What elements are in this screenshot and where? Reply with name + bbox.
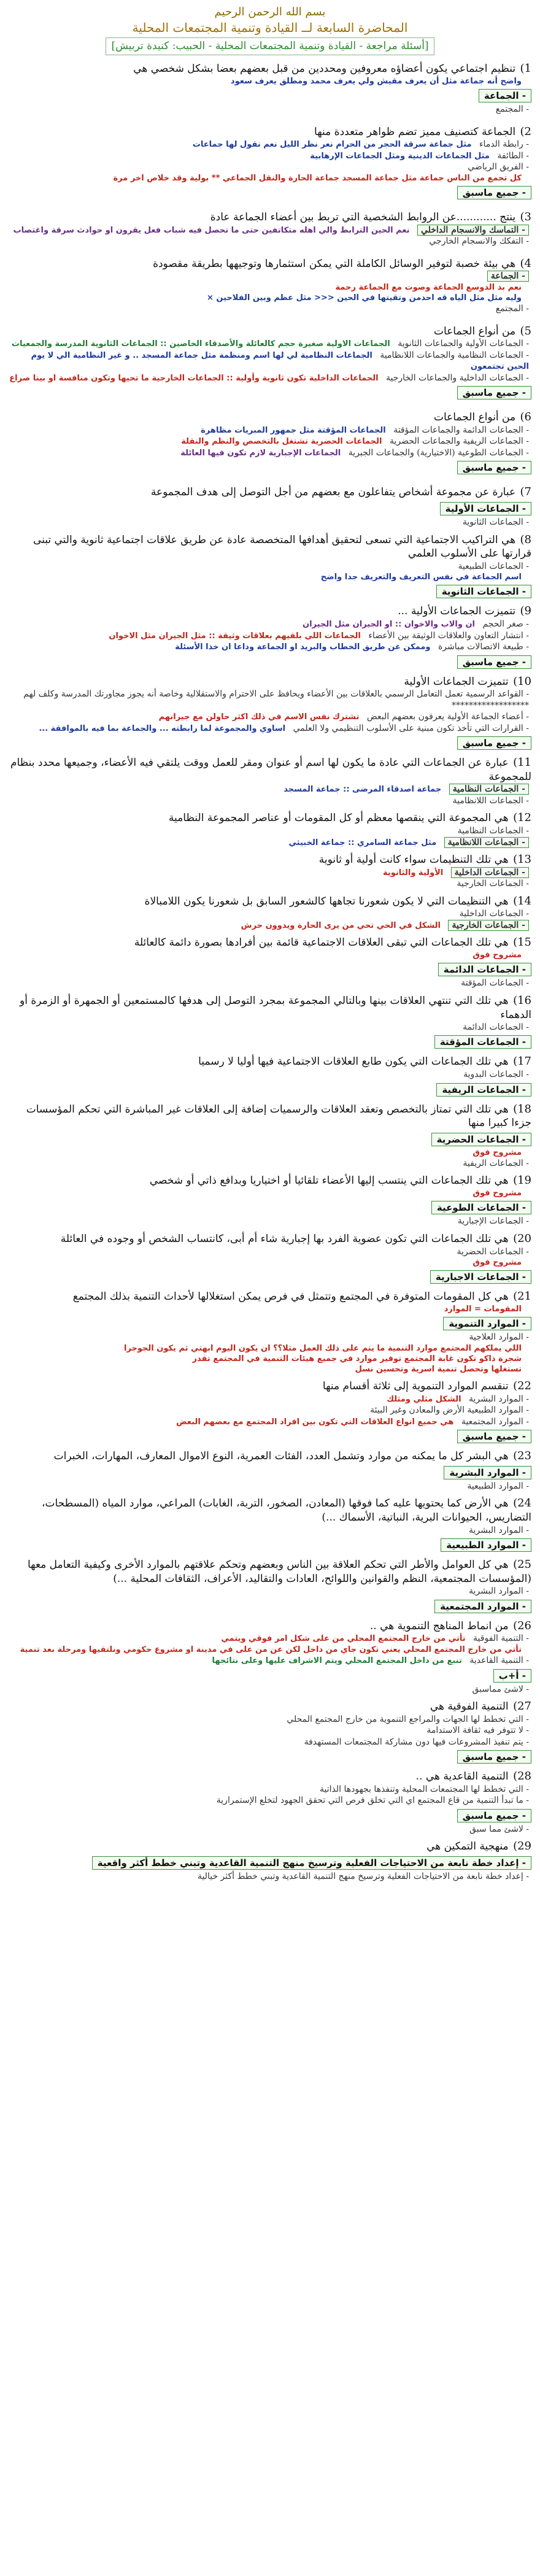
question-number: 9) [520,604,531,618]
question-24 [9,1496,531,1553]
question-prompt: تنقسم الموارد التنموية إلى ثلاثة أقسام منها [322,1380,509,1393]
option: - الجماعات الخارجية [457,879,529,889]
question-23 [9,1449,531,1492]
note: واضح أنه جماعة مثل أن يعرف مقيش ولي يعرف محمد ومطلق يعرف سعود [230,76,522,86]
question-number: 1) [520,62,531,75]
answer: - الجماعات الطوعية [431,1201,531,1214]
answer: - الجماعات الأولية [440,502,531,515]
option: - الموارد الطبيعية [467,1481,529,1491]
question-9 [9,604,531,669]
question-text [9,1699,531,1714]
option-note: ان والاب والاخوان :: او الجيران مثل الجيران [303,620,475,630]
option [9,338,531,349]
question-prompt: الجماعة كتصنيف مميز تضم ظواهر متعددة منها [314,125,516,138]
question-prompt: عبارة عن الجماعات التي عادة ما يكون لها اسم أو عنوان ومقر للعمل ووقت يلتقي فيه الأعضاء، وجميعها محدد بنظام للمجموعة [10,757,531,783]
option: - إعداد خطة نابعة من الاحتياجات الفعلية وترسيخ منهج التنمية القاعدية وتبني خطط أكثر خيالية [197,1872,529,1882]
option: - ما تبدأ التنمية من قاع المجتمع اي التي تخلق فرص التي تحقق الجهود لتخلع الإستمرارية [216,1795,529,1806]
question-prompt: هي تلك التنظيمات سواء كانت أولية أو ثانوية [318,854,509,866]
option-note: الشكل مثلي ومثلك [387,1394,461,1404]
question-number: 17) [513,1055,531,1068]
question-number: 16) [513,993,531,1007]
option-text: - الجماعات الدائمة والجماعات المؤقتة [393,425,529,435]
note: مشروح فوق [472,1147,522,1157]
option-note: تنبع من داخل المجتمع المحلي ويتم الاشراف عليها وعلى نتائجها [212,1656,462,1666]
note: مشروح فوق [472,951,522,960]
option: - المجتمع [495,304,529,314]
question-11 [9,755,531,806]
option [9,784,531,795]
question-20 [9,1232,531,1285]
answer: - أ+ب [493,1669,531,1683]
question-text [9,674,531,689]
question-4 [9,256,531,315]
option [9,225,531,236]
question-number: 13) [513,853,531,866]
option: - يتم تنفيذ المشروعات فيها دون مشاركة المجتمعات المستهدفة [304,1737,529,1747]
question-28 [9,1769,531,1835]
question-number: 25) [513,1558,531,1571]
option-text: - التنمية القاعدية [469,1656,529,1666]
question-text [9,1289,531,1304]
option-note: الشكل في الحي تحي من يرى الحارة ويدوون حرش [241,920,441,930]
option-note: الأولية والثانوية [383,868,444,877]
note: تستغلها وتحصل تنمية اسرية وتحسين نسل [355,1364,522,1374]
option: - الجماعات الدائمة [463,1022,529,1032]
question-text [9,1619,531,1633]
question-prompt: هي التنظيمات التي لا يكون شعورنا تجاهها كالشعور السابق بل شعورنا يكون اللامبالاة [144,895,509,908]
option-text: - الجماعات الداخلية والجماعات الخارجية [385,372,529,383]
question-1 [9,61,531,115]
option: - الجماعات الإجبارية [457,1216,529,1227]
question-number: 14) [513,894,531,908]
option [9,641,531,652]
option-note: الجماعات المؤقتة مثل جمهور المبريات مظاهرة [201,425,386,435]
question-text [9,61,531,76]
option: - لاشئ مما سبق [469,1824,529,1834]
answer: - الجماعات الثانوية [436,585,531,598]
answer: - الموارد البشرية [444,1466,531,1479]
answer: - الجماعات الاجبارية [430,1270,531,1284]
question-21 [9,1289,531,1375]
question-text [9,1557,531,1586]
option: - الجماعات الداخلية [459,909,529,919]
option: - القواعد الرسمية تعمل التعامل الرسمي بالعلاقات بين الأعضاء ويحافظ على الاحترام والاستقلالية وخاصة أنه يجوز مجاورتك المدرسة وكلف لهم ****************** [23,689,529,711]
answer-inline: - التماسك والانسجام الداخلي [417,225,529,236]
option [9,447,531,458]
option-note: هي جميع انواع العلاقات التي تكون بين افراد المجتمع مع بعضهم البعض [176,1417,454,1427]
question-6 [9,410,531,476]
answer: - جميع ماسبق [457,461,531,474]
question-text [9,1379,531,1394]
option [9,867,531,878]
option [9,1394,531,1405]
question-number: 21) [513,1290,531,1303]
question-text [9,324,531,339]
answer: - الموارد المجتمعية [434,1600,531,1613]
question-text [9,210,531,225]
question-7 [9,485,531,528]
option-text: - انتشار التعاون والعلاقات الوثيقة بين الأعضاء [368,630,529,641]
option-text: - الموارد البشرية [469,1394,529,1404]
question-15 [9,935,531,989]
option: - المجتمع [495,104,529,115]
question-text [9,811,531,825]
option-note: وممكن عن طريق الخطاب والبريد او الجماعة وداعا ان خذا الأسئلة [175,642,431,652]
question-prompt: منهجية التمكين هي [426,1840,509,1853]
question-26 [9,1619,531,1695]
question-number: 18) [513,1102,531,1116]
answer: - جميع ماسبق [457,1430,531,1443]
question-prompt: هي تلك الجماعات التي تبقى العلاقات الاجتماعية قائمة بين أفرادها بصورة دائمة كالعائلة [134,936,509,949]
question-number: 26) [513,1619,531,1632]
option: - الفريق الرياضي [468,162,529,172]
option: - لا تتوفر فيه ثقافة الاستدامة [426,1726,529,1736]
question-8 [9,533,531,600]
question-number: 11) [513,756,531,769]
question-text [9,604,531,619]
question-prompt: عبارة عن مجموعة أشخاص يتفاعلون مع بعضهم من أجل التوصل إلى هدف المجموعة [150,486,516,499]
answer: - جميع ماسبق [457,655,531,669]
answer: - جميع ماسبق [457,736,531,750]
option: - التفكك والانسجام الخارجي [429,236,529,247]
option-text: - القرارات التي تأخذ تكون مبنية على الأسلوب التنظيمي ولا العلمي [293,723,529,733]
question-text [9,1102,531,1130]
question-number: 24) [513,1497,531,1510]
note: كل تجمع من الناس جماعة مثل جماعة المسجد جماعة الحارة والنقل الجماعي ** بولية وقد خلاص اخر مرة [113,173,522,183]
option-note: نعم الحين الترابط والي اهله متكاتفين حتى ما تحصل فيه شباب فعل يقرون او حوادث سرقة واغتصاب [13,225,410,235]
option [9,139,531,150]
option: - التي تخطط لها الجهات والمراجع التنموية من خارج المجتمع المحلي [287,1714,529,1724]
question-25 [9,1557,531,1614]
question-number: 10) [513,674,531,688]
option: - الجماعات المؤقتة [461,978,529,989]
question-number: 7) [520,485,531,499]
question-number: 5) [520,324,531,337]
question-prompt: هي بيئة خصبة لتوفير الوسائل الكاملة التي يمكن استثمارها وتوجيهها بطريقة مقصودة [153,257,516,270]
question-text [9,993,531,1022]
question-number: 2) [520,125,531,138]
answer: - الجماعة [479,89,531,102]
option-note: مثل جماعة السامري :: جماعة الخبيثي [288,838,437,847]
question-text [9,1769,531,1784]
option: - لاشئ مماسبق [472,1684,529,1694]
note: اسم الجماعة في نفس التعريف والتعريف جدا واضح [320,573,522,582]
question-29 [9,1839,531,1882]
option: - التي تخطط لها المجتمعات المحلية وتنفذها بجهودها الذاتية [319,1784,529,1794]
question-prompt: هي كل العوامل والأطر التي تحكم العلاقة بين الناس وبعضهم وتحكم علاقتهم بالموارد الأخرى وكيفية التعامل معها (المؤسسات المجتمعية، النظم والقوانين واللوائح، العادات والتقاليد، الأعراف، الثقافات المحلية ...) [27,1559,531,1585]
question-text [9,485,531,499]
option [9,436,531,447]
question-text [9,1496,531,1524]
question-prompt: من أنواع الجماعات [433,411,516,424]
option-note: الجماعات اللي بلقيهم بعلاقات وثيقة :: مثل الجيران مثل الاخوان [109,631,361,641]
option-text: - الجماعات الريفية والجماعات الحضرية [389,436,529,447]
question-number: 15) [513,936,531,949]
option: - الموارد البشرية [469,1586,529,1597]
note: وليه مثل مثل الياه قه احدمن وتقيتها في الحين <<< مثل عظم وبين الفلاحين × [206,293,522,303]
question-2 [9,125,531,201]
answer: - جميع ماسبق [457,186,531,199]
option [9,1655,531,1666]
question-number: 6) [520,411,531,424]
question-prompt: هي المجموعة التي ينقصها معظم أو كل المقومات أو عناصر المجموعة النظامية [168,812,509,825]
question-text [9,935,531,950]
lecture-subtitle: [أسئلة مراجعة - القيادة وتنمية المجتمعات المحلية - الحبيب: كنيدة تربيش] [106,37,434,55]
question-text [9,1173,531,1188]
question-prompt: التنمية القاعدية هي .. [415,1770,509,1783]
option [9,630,531,641]
answer: - الموارد الطبيعية [441,1538,531,1552]
question-12 [9,811,531,848]
option-note: الجماعات النظامية لي لها اسم ومنظمة مثل جماعة المسجد .. و غير النظامية الي لا يوم الحين تجتمعون [31,350,529,372]
question-text [9,533,531,561]
answer-inline: - الجماعات اللانظامية [444,837,529,848]
note: اللي يملكهم المجتمع موارد التنمية ما يتم على ذلك العمل مثلا؟؟ ان يكون اليوم ابهتي ثم يكون الجوجرا [123,1343,522,1353]
option [9,150,531,161]
answer-inline: - الجماعات الداخلية [451,867,529,878]
option-note: اساوي والمجموعة لما رابطته ... والجماعة بما فيه بالموافقة ... [39,723,286,733]
question-prompt: هي كل المقومات المتوفرة في المجتمع وتتمثل في فرص يمكن استغلالها لأحداث التنمية بذلك المجتمع [72,1290,509,1303]
question-prompt: هي تلك الجماعات التي يكون طابع العلاقات الاجتماعية فيها أوليا لا رسميا [198,1055,509,1068]
question-prompt: تتميزت الجماعات الأولية [404,675,509,688]
option [9,723,531,734]
question-prompt: هي تلك الجماعات التي ينتسب إليها الأعضاء تلقائيا أو اختياريا وبدافع ذاتي أو شخصي [149,1174,509,1187]
question-14 [9,894,531,931]
page-header [9,5,531,55]
question-prompt: هي الأرض كما يحتويها عليه كما فوقها (المعادن، الصخور، التربة، الغابات) المراعي، موارد المياه (المسطحات، التضاريس، الحيوانات البرية، النباتية، الأسماك ...) [42,1497,531,1524]
note: مشروح فوق [472,1189,522,1198]
answer: - الجماعات الريفية [436,1083,531,1097]
question-number: 28) [513,1770,531,1783]
answer: - الجماعات المؤقتة [434,1035,531,1049]
question-5 [9,324,531,401]
question-prompt: هي تلك الجماعات التي تكون عضوية الفرد بها إجبارية شاء أم أبى، كانتساب الشخص أو وجوده في العائلة [60,1232,509,1245]
option [9,271,531,282]
lecture-title: المحاضرة السابعة لــ القيادة وتنمية المجتمعات المحلية [132,20,408,36]
question-18 [9,1102,531,1170]
option-text: - طبيعة الاتصالات مباشرة [438,642,529,652]
option: - الجماعات البدوية [463,1070,529,1080]
option: - الموارد الطبيعية الأرض والمعادن وغير البيئة [370,1405,529,1416]
question-13 [9,852,531,890]
question-text [9,256,531,271]
option-note: تأتي من خارج المجتمع المحلي من على شكل امر فوقي ويتمي [221,1634,466,1644]
question-text [9,755,531,784]
option [9,711,531,722]
question-10 [9,674,531,752]
option [9,1416,531,1427]
option: - الموارد العلاجية [469,1332,529,1343]
option: - الجماعات اللانظامية [452,795,529,806]
note: شجرة ذاكو تكون غابة المجتمع توفير موارد في جميع هيئات التنمية في المجتمع تقدر [192,1354,522,1363]
question-text [9,1839,531,1854]
option [9,619,531,630]
option [9,350,531,372]
option [9,1633,531,1644]
option-note: الجماعات الإجبارية لازم تكون فيها العائلة [180,448,341,458]
question-prompt: هي تلك التي تنتهي العلاقات بينها وبالتالي المجموعة بمجرد التوصل إلى هدفها كالمستمعين أو الجمهرة أو الزمرة أو الدهماء [19,994,531,1021]
question-prompt: هي تلك التي تمتاز بالتخصص وتعقد العلاقات والرسميات إضافة إلى العلاقات غير المباشرة التي تحكم المؤسسات جزءا كبيرا منها [26,1103,531,1130]
option-text: - أعضاء الجماعة الأولية يعرفون بعضهم البعض [366,712,529,722]
question-prompt: من انماط المناهج التنموية هي .. [369,1619,509,1632]
option-text: - الموارد المجتمعية [461,1416,529,1427]
question-number: 22) [513,1379,531,1393]
question-prompt: هي التراكيب الاجتماعية التي تسعى لتحقيق أهدافها المتخصصة عادة عن طريق علاقات اجتماعية ثانوية والتي تبنى قرارتها على الأسلوب العلمي [33,533,531,560]
option: - الموارد البشرية [469,1525,529,1535]
question-prompt: هي البشر كل ما يمكنه من موارد وتشمل العدد، الفئات العمرية، النوع الاموال المعارف، المهارات، الخبرات [53,1450,509,1463]
question-number: 20) [513,1232,531,1245]
option-text: - الجماعات النظامية والجماعات اللانظامية [380,350,529,360]
question-22 [9,1379,531,1444]
answer: - جميع ماسبق [457,386,531,399]
answer: - جميع ماسبق [457,1750,531,1764]
answer: - إعداد خطة نابعة من الاحتياجات الفعلية وترسيخ منهج التنمية القاعدية وتبني خطط أكثر واقعية [92,1856,531,1870]
question-text [9,1449,531,1463]
note: نعم بد الدوسع الجماعة وصوت مع الجماعة رحمة [335,282,522,292]
question-prompt: ينتج ............عن الروابط الشخصية التي تربط بين أعضاء الجماعة عادة [210,210,516,223]
answer: - الموارد التنموية [443,1317,531,1330]
note: مشروح فوق [472,1258,522,1268]
option-text: - الطائفة [497,150,529,161]
question-prompt: التنمية الفوقية هي [430,1700,509,1713]
question-number: 8) [520,533,531,546]
question-number: 29) [513,1840,531,1853]
option-note: مثل جماعة سرقة الحجر من الحرام نعر نظر الليل نعم نقول لها جماعات [192,140,472,150]
question-number: 4) [520,256,531,270]
option-text: - التنمية الفوقية [473,1633,529,1644]
question-prompt: تتميزت الجماعات الأولية ... [398,605,516,618]
answer: - الجماعات الدائمة [438,963,531,976]
option-text: - رابطة الدماء [479,139,529,150]
question-16 [9,993,531,1051]
option-text: - صغر الحجم [482,619,529,630]
answer-inline: - الجماعات الخارجية [448,920,529,931]
question-27 [9,1699,531,1765]
option: - الجماعات النظامية [457,826,529,836]
question-text [9,410,531,425]
option-note: الجماعات الحضرية تشتغل بالتخصص والنظم والنقلة [181,437,382,447]
question-text [9,894,531,909]
question-number: 27) [513,1700,531,1713]
option [9,920,531,931]
question-number: 23) [513,1449,531,1463]
option-note: الجماعات الداخلية تكون ثانوية وأولية :: الجماعات الخارجية ما تحيها وتكون منافسة او بينا صراع [9,373,379,383]
note: المقومات = الموارد [444,1304,522,1314]
option-note: مثل الجماعات الدينية ومثل الجماعات الإرهابية [310,151,490,161]
question-text [9,1054,531,1069]
answer: - جميع ماسبق [457,1809,531,1822]
question-prompt: من أنواع الجماعات [433,325,516,337]
question-17 [9,1054,531,1097]
option-text: - الجماعات الأولية والجماعات الثانوية [398,339,529,349]
option [9,837,531,848]
question-prompt: تنظيم اجتماعي يكون أعضاؤه معروفين ومحددين من قبل بعضهم بعضا بشكل شخصي هي [133,63,516,75]
option: - الجماعات الطبيعية [458,561,529,571]
option: - الجماعات الثانوية [462,517,529,528]
option-text: - الجماعات الطوعية (الاختيارية) والجماعات الجبرية [348,447,529,458]
question-number: 12) [513,811,531,825]
option-note: تشترك نفس الاسم في ذلك اكثر حاولن مع جيرانهم [158,712,360,722]
question-text [9,1232,531,1246]
option [9,372,531,384]
bismillah: بسم الله الرحمن الرحيم [214,6,326,18]
question-text [9,852,531,867]
question-19 [9,1173,531,1227]
option: - الجماعات الحضرية [457,1246,529,1257]
answer: - الجماعات الحضرية [431,1133,531,1146]
question-text [9,125,531,139]
question-number: 3) [520,210,531,223]
answer-inline: - الجماعات النظامية [449,784,529,795]
question-number: 19) [513,1174,531,1187]
question-3 [9,210,531,247]
option-note: جماعة اصدقاء المرضى :: جماعة المسجد [284,785,442,795]
option [9,425,531,436]
note: تأتي من خارج المجتمع المحلي يعني تكون جاي من داخل لكن عن من على في مدينة او مشروع حكومي ونلتقيها ومرحلة بعد تنمية [20,1645,522,1654]
answer-inline: - الجماعة [487,271,529,282]
option: - الجماعات الريفية [463,1158,529,1168]
option-note: الجماعات الاولية صغيرة حجم كالعائلة والأصدقاء الخاصين :: الجماعات الثانوية المدرسة والجمعيات [11,339,390,349]
